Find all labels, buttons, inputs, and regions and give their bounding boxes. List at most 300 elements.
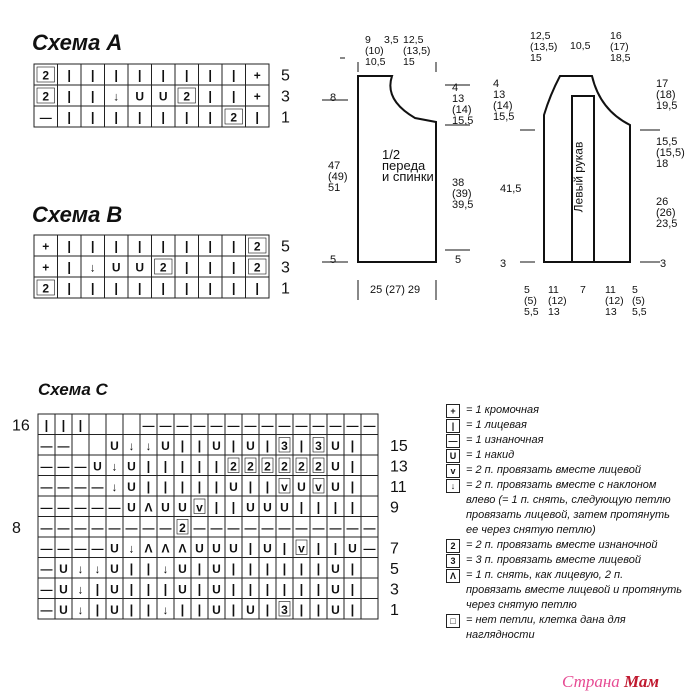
scheme-a-symbol: | <box>231 88 236 104</box>
scheme-c-symbol: — <box>57 520 70 535</box>
scheme-c-symbol: — <box>210 418 223 433</box>
legend-text: = 1 изнаночная <box>466 434 544 446</box>
legend-symbol: + <box>446 404 460 418</box>
scheme-c-symbol: U <box>127 500 136 515</box>
scheme-c-symbol: | <box>180 437 185 453</box>
scheme-c-symbol: U <box>127 459 136 474</box>
scheme-c-symbol: — <box>363 520 376 535</box>
scheme-c-symbol: Λ <box>144 500 153 515</box>
scheme-a-symbol: 2 <box>230 110 238 125</box>
sleeve-bottom: 5 <box>524 284 530 296</box>
scheme-b-symbol: | <box>114 238 119 254</box>
sleeve-bottom: 5,5 <box>524 306 539 318</box>
legend-symbol: U <box>446 449 460 463</box>
scheme-c-symbol: | <box>163 458 168 474</box>
scheme-a-symbol: + <box>253 68 261 83</box>
scheme-c-symbol: Λ <box>161 541 170 556</box>
scheme-c-symbol: — <box>244 520 257 535</box>
scheme-c-symbol: U <box>263 541 272 556</box>
scheme-c-symbol: — <box>278 520 291 535</box>
scheme-c-symbol: — <box>40 561 53 576</box>
fb-center-label: переда <box>382 158 426 173</box>
scheme-c-symbol: 2 <box>298 459 305 474</box>
scheme-c-symbol: — <box>74 479 87 494</box>
scheme-c-symbol: | <box>316 499 321 515</box>
scheme-c-symbol: — <box>193 520 206 535</box>
scheme-b-row-label: 5 <box>281 238 290 256</box>
scheme-a-symbol: | <box>67 67 72 83</box>
scheme-c-symbol: | <box>316 540 321 556</box>
scheme-c-symbol: — <box>312 418 325 433</box>
scheme-b-symbol: U <box>111 260 121 275</box>
scheme-c-symbol: | <box>350 560 355 576</box>
scheme-c-symbol: | <box>197 478 202 494</box>
fb-right-arm: 13 <box>452 93 465 105</box>
legend-text: ее через снятую петлю) <box>466 524 596 536</box>
scheme-c-symbol: — <box>40 500 53 515</box>
sleeve-center-label: Левый рукав <box>571 141 586 213</box>
scheme-a-symbol: | <box>161 67 166 83</box>
scheme-c-symbol: U <box>331 459 340 474</box>
scheme-c-row-label: 1 <box>390 601 399 619</box>
scheme-b-symbol: + <box>42 239 50 254</box>
scheme-c-symbol: | <box>299 499 304 515</box>
scheme-c-symbol: — <box>40 582 53 597</box>
scheme-c-symbol: | <box>231 560 236 576</box>
scheme-c-symbol: U <box>212 561 221 576</box>
scheme-c-symbol: — <box>227 418 240 433</box>
legend-symbol: 2 <box>446 539 460 553</box>
sleeve-right-upper: (18) <box>656 89 676 101</box>
scheme-b-symbol: | <box>184 238 189 254</box>
scheme-c-symbol: 2 <box>264 459 271 474</box>
scheme-c-symbol: | <box>146 581 151 597</box>
scheme-b-symbol: 2 <box>159 260 167 275</box>
scheme-c-symbol: | <box>333 540 338 556</box>
scheme-a-row-label: 3 <box>281 88 290 106</box>
scheme-c-symbol: U <box>263 500 272 515</box>
scheme-a-symbol: | <box>114 109 119 125</box>
sleeve-right-rib: 3 <box>660 258 667 270</box>
scheme-c-symbol: v <box>281 479 288 494</box>
scheme-c-symbol: — <box>261 520 274 535</box>
legend-text: = 3 п. провязать вместе лицевой <box>466 554 641 566</box>
scheme-a-symbol: | <box>161 109 166 125</box>
scheme-c-symbol: | <box>95 601 100 617</box>
scheme-c-symbol: | <box>316 581 321 597</box>
sleeve-bottom: 11 <box>548 284 559 296</box>
scheme-c-symbol: | <box>197 437 202 453</box>
scheme-a-symbol: | <box>184 109 189 125</box>
scheme-c-symbol: | <box>316 601 321 617</box>
scheme-a-symbol: | <box>67 88 72 104</box>
scheme-c-symbol: — <box>278 418 291 433</box>
sleeve-right-lower: (26) <box>656 207 676 219</box>
scheme-c-symbol: | <box>248 540 253 556</box>
scheme-c-symbol: — <box>40 541 53 556</box>
scheme-a-symbol: ↓ <box>113 89 120 104</box>
sleeve-bottom: (12) <box>548 295 567 307</box>
fb-right-height: (39) <box>452 188 472 200</box>
scheme-c-symbol: | <box>265 437 270 453</box>
scheme-c-symbol: — <box>74 459 87 474</box>
sleeve-bottom: 11 <box>605 284 616 296</box>
scheme-c-symbol: U <box>229 541 238 556</box>
scheme-c-symbol: — <box>176 418 189 433</box>
scheme-c-symbol: | <box>146 560 151 576</box>
scheme-c-symbol: — <box>142 418 155 433</box>
scheme-b-symbol: + <box>42 260 50 275</box>
scheme-b-symbol: U <box>135 260 145 275</box>
scheme-c-symbol: — <box>57 459 70 474</box>
scheme-c-symbol: | <box>231 601 236 617</box>
scheme-c-symbol: ↓ <box>145 438 152 453</box>
sleeve-top-left: (13,5) <box>530 41 558 53</box>
fb-left-height: 47 <box>328 160 341 172</box>
fb-top-right: (13,5) <box>403 45 431 57</box>
fb-top-right: 15 <box>403 56 415 68</box>
scheme-c-symbol: | <box>146 601 151 617</box>
scheme-c-row-label: 15 <box>390 437 408 455</box>
scheme-c-symbol: — <box>40 602 53 617</box>
legend-symbol: — <box>446 434 460 448</box>
scheme-c-symbol: — <box>108 520 121 535</box>
scheme-c-symbol: ↓ <box>162 602 169 617</box>
fb-right-height: 38 <box>452 177 465 189</box>
scheme-b-symbol: | <box>208 238 213 254</box>
scheme-c-symbol: — <box>363 541 376 556</box>
legend-text: через снятую петлю <box>466 599 577 611</box>
fb-top-mid: 3,5 <box>384 34 399 46</box>
scheme-c-symbol: — <box>295 520 308 535</box>
fb-top-left: 9 <box>365 34 371 46</box>
sleeve-right-upper: 17 <box>656 78 669 90</box>
scheme-c-symbol: U <box>110 541 119 556</box>
sleeve-left-top: (14) <box>493 100 513 112</box>
fb-right-arm: 15,5 <box>452 115 474 127</box>
scheme-c-symbol: | <box>350 601 355 617</box>
scheme-c-symbol: — <box>329 520 342 535</box>
scheme-c-symbol: — <box>91 520 104 535</box>
scheme-c-symbol: | <box>248 560 253 576</box>
scheme-b-symbol: | <box>184 280 189 296</box>
scheme-b-symbol: | <box>231 280 236 296</box>
legend-text: влево (= 1 п. снять, следующую петлю <box>466 494 671 506</box>
scheme-c-symbol: ↓ <box>111 459 118 474</box>
fb-top-left: (10) <box>365 45 384 57</box>
scheme-c-symbol: | <box>299 581 304 597</box>
scheme-a-symbol: U <box>158 89 168 104</box>
scheme-a-symbol: | <box>208 109 213 125</box>
scheme-c-row-label: 13 <box>390 458 408 476</box>
scheme-c-symbol: U <box>331 479 340 494</box>
legend-symbol: □ <box>446 614 460 628</box>
scheme-c-symbol: | <box>78 417 83 433</box>
scheme-c-symbol: U <box>348 541 357 556</box>
scheme-c-symbol: U <box>229 479 238 494</box>
sleeve-top-mid: 10,5 <box>570 40 591 52</box>
fb-center-label: 1/2 <box>382 147 401 162</box>
scheme-c-symbol: — <box>74 500 87 515</box>
scheme-c-symbol: v <box>196 500 203 515</box>
scheme-c-symbol: — <box>210 520 223 535</box>
legend-symbol: 3 <box>446 554 460 568</box>
scheme-b-symbol: | <box>255 280 260 296</box>
scheme-c-symbol: | <box>299 560 304 576</box>
scheme-c-symbol: 2 <box>315 459 322 474</box>
scheme-a-symbol: | <box>90 88 95 104</box>
scheme-c-symbol: — <box>74 520 87 535</box>
scheme-a-symbol: | <box>208 67 213 83</box>
scheme-c-symbol: — <box>227 520 240 535</box>
scheme-c-symbol: U <box>59 561 68 576</box>
scheme-c-symbol: | <box>231 581 236 597</box>
sleeve-left-rib: 3 <box>500 258 507 270</box>
scheme-b-row-label: 3 <box>281 259 290 277</box>
legend-text: = 1 п. снять, как лицевую, 2 п. <box>466 569 624 581</box>
scheme-c-symbol: | <box>231 499 236 515</box>
scheme-c-symbol: | <box>248 581 253 597</box>
scheme-c-row-label: 5 <box>390 560 399 578</box>
scheme-c-symbol: — <box>125 520 138 535</box>
sleeve-top-left: 15 <box>530 52 542 64</box>
sleeve-left-top: 13 <box>493 89 506 101</box>
sleeve-top-right: 18,5 <box>610 52 631 64</box>
scheme-c-symbol: | <box>299 437 304 453</box>
scheme-c-symbol: | <box>163 478 168 494</box>
scheme-c-symbol: | <box>333 499 338 515</box>
sleeve-bottom: 5 <box>632 284 638 296</box>
scheme-c-symbol: | <box>265 560 270 576</box>
scheme-c-symbol: U <box>110 438 119 453</box>
scheme-c-symbol: 3 <box>315 438 322 453</box>
scheme-c-symbol: — <box>329 418 342 433</box>
sleeve-left-top: 15,5 <box>493 111 515 123</box>
scheme-b-symbol: | <box>137 238 142 254</box>
scheme-c-symbol: U <box>178 582 187 597</box>
scheme-a-title: Схема А <box>32 30 123 55</box>
scheme-c-symbol: — <box>40 459 53 474</box>
legend-text: = нет петли, клетка дана для <box>466 614 626 626</box>
scheme-c-symbol: | <box>350 499 355 515</box>
scheme-c-symbol: — <box>40 520 53 535</box>
scheme-c-symbol: 2 <box>247 459 254 474</box>
legend-symbol: v <box>446 464 460 478</box>
sleeve-bottom: 13 <box>548 306 560 318</box>
scheme-c-symbol: | <box>265 478 270 494</box>
scheme-c-row-label-left: 16 <box>12 417 30 435</box>
scheme-a-symbol: U <box>135 89 145 104</box>
scheme-b-row-label: 1 <box>281 280 290 298</box>
scheme-c-symbol: v <box>315 479 322 494</box>
scheme-c-row-label: 3 <box>390 581 399 599</box>
scheme-c-symbol: — <box>74 541 87 556</box>
sleeve-bottom: (5) <box>524 295 537 307</box>
scheme-a-row-label: 1 <box>281 109 290 127</box>
scheme-a-symbol: + <box>253 89 261 104</box>
legend-text: = 2 п. провязать вместе изнаночной <box>466 539 658 551</box>
scheme-c-symbol: U <box>161 500 170 515</box>
scheme-c-symbol: — <box>159 418 172 433</box>
scheme-a-symbol: | <box>137 67 142 83</box>
scheme-b-symbol: | <box>184 259 189 275</box>
fb-right-height: 39,5 <box>452 199 474 211</box>
scheme-a-symbol: | <box>208 88 213 104</box>
scheme-c-symbol: | <box>44 417 49 433</box>
scheme-c-symbol: | <box>129 560 134 576</box>
scheme-c-symbol: ↓ <box>94 561 101 576</box>
scheme-c-symbol: | <box>265 601 270 617</box>
scheme-c-symbol: | <box>197 581 202 597</box>
sleeve-bottom: 13 <box>605 306 617 318</box>
scheme-c-symbol: U <box>212 602 221 617</box>
scheme-c-symbol: U <box>110 561 119 576</box>
sleeve-top-right: (17) <box>610 41 629 53</box>
scheme-c-symbol: U <box>246 602 255 617</box>
scheme-c-symbol: ↓ <box>77 582 84 597</box>
scheme-c-symbol: U <box>59 602 68 617</box>
fb-top-left: 10,5 <box>365 56 386 68</box>
scheme-c-symbol: ↓ <box>77 602 84 617</box>
scheme-c-symbol: | <box>316 560 321 576</box>
scheme-c-symbol: | <box>61 417 66 433</box>
scheme-b-symbol: | <box>231 238 236 254</box>
sleeve-bottom: 5,5 <box>632 306 647 318</box>
scheme-c-symbol: — <box>295 418 308 433</box>
scheme-a-symbol: | <box>114 67 119 83</box>
scheme-c-symbol: U <box>110 582 119 597</box>
scheme-b-symbol: | <box>114 280 119 296</box>
scheme-c-symbol: — <box>142 520 155 535</box>
scheme-a-symbol: | <box>137 109 142 125</box>
scheme-b-symbol: | <box>90 280 95 296</box>
scheme-c-symbol: — <box>244 418 257 433</box>
scheme-c-symbol: — <box>261 418 274 433</box>
sleeve-right-lower: 23,5 <box>656 218 678 230</box>
scheme-c-symbol: | <box>350 478 355 494</box>
scheme-c-symbol: — <box>57 500 70 515</box>
scheme-c-symbol: | <box>248 478 253 494</box>
scheme-c-symbol: ↓ <box>111 479 118 494</box>
fb-left-shoulder: 8 <box>330 92 337 104</box>
scheme-c-symbol: 2 <box>179 520 186 535</box>
scheme-c-symbol: — <box>40 438 53 453</box>
scheme-b-symbol: | <box>67 238 72 254</box>
scheme-a-symbol: | <box>90 109 95 125</box>
scheme-c-symbol: U <box>59 582 68 597</box>
scheme-a-symbol: | <box>255 109 260 125</box>
scheme-c-symbol: — <box>159 520 172 535</box>
fb-left-height: (49) <box>328 171 348 183</box>
scheme-c-symbol: | <box>350 437 355 453</box>
scheme-a-symbol: 2 <box>42 68 50 83</box>
legend-text: = 2 п. провязать вместе лицевой <box>466 464 641 476</box>
scheme-c-symbol: U <box>246 500 255 515</box>
scheme-c-symbol: U <box>161 438 170 453</box>
fb-left-rib: 5 <box>330 254 337 266</box>
scheme-c-symbol: | <box>197 601 202 617</box>
scheme-b-symbol: | <box>67 280 72 296</box>
scheme-b-title: Схема В <box>32 202 123 227</box>
scheme-c-symbol: ↓ <box>128 438 135 453</box>
scheme-c-symbol: Λ <box>178 541 187 556</box>
scheme-c-symbol: ↓ <box>77 561 84 576</box>
sleeve-right-mid: 15,5 <box>656 136 678 148</box>
scheme-a-symbol: | <box>231 67 236 83</box>
scheme-c-symbol: U <box>127 479 136 494</box>
sleeve-right-mid: 18 <box>656 158 669 170</box>
scheme-c-row-label-left: 8 <box>12 519 21 537</box>
scheme-c-symbol: | <box>129 581 134 597</box>
scheme-c-symbol: ↓ <box>128 541 135 556</box>
scheme-c-symbol: 3 <box>281 602 288 617</box>
scheme-a-symbol: | <box>90 67 95 83</box>
scheme-c-symbol: | <box>129 601 134 617</box>
scheme-c-symbol: — <box>363 418 376 433</box>
scheme-c-symbol: U <box>280 500 289 515</box>
scheme-c-symbol: 3 <box>281 438 288 453</box>
scheme-c-symbol: | <box>180 601 185 617</box>
scheme-c-symbol: — <box>57 541 70 556</box>
scheme-c-symbol: | <box>282 560 287 576</box>
scheme-c-symbol: | <box>146 458 151 474</box>
scheme-c-symbol: Λ <box>144 541 153 556</box>
scheme-a-symbol: 2 <box>183 89 191 104</box>
scheme-c-symbol: — <box>346 418 359 433</box>
scheme-c-symbol: U <box>212 582 221 597</box>
scheme-b-symbol: | <box>161 238 166 254</box>
scheme-b-symbol: | <box>90 238 95 254</box>
scheme-c-symbol: | <box>214 478 219 494</box>
scheme-c-symbol: | <box>180 478 185 494</box>
sleeve-top-left: 12,5 <box>530 30 551 42</box>
scheme-c-symbol: | <box>146 478 151 494</box>
scheme-c-symbol: ↓ <box>162 561 169 576</box>
scheme-b-symbol: | <box>208 259 213 275</box>
scheme-c-symbol: U <box>93 459 102 474</box>
scheme-c-symbol: — <box>312 520 325 535</box>
scheme-a-symbol: | <box>67 109 72 125</box>
scheme-c-symbol: | <box>350 581 355 597</box>
scheme-c-symbol: U <box>195 541 204 556</box>
sleeve-bottom: (5) <box>632 295 645 307</box>
scheme-c-row-label: 7 <box>390 540 399 558</box>
legend-text: = 1 лицевая <box>466 419 527 431</box>
scheme-c-symbol: U <box>331 438 340 453</box>
scheme-c-symbol: U <box>331 582 340 597</box>
legend-symbol: Λ <box>446 569 460 583</box>
scheme-c-symbol: — <box>57 438 70 453</box>
scheme-c-symbol: — <box>193 418 206 433</box>
scheme-c-symbol: | <box>282 540 287 556</box>
sleeve-bottom: 7 <box>580 284 586 296</box>
legend-text: = 1 кромочная <box>466 404 539 416</box>
fb-bottom-width: 25 (27) 29 <box>370 284 421 296</box>
scheme-b-symbol: | <box>208 280 213 296</box>
scheme-a-symbol: 2 <box>42 89 50 104</box>
legend-symbol: | <box>446 419 460 433</box>
scheme-c-symbol: | <box>214 499 219 515</box>
fb-right-arm: (14) <box>452 104 472 116</box>
sleeve-right-upper: 19,5 <box>656 100 678 112</box>
legend-text: провязать вместе лицевой и протянуть <box>466 584 683 596</box>
scheme-c-symbol: U <box>331 561 340 576</box>
scheme-c-symbol: | <box>299 601 304 617</box>
scheme-c-symbol: | <box>95 581 100 597</box>
scheme-a-symbol: — <box>39 110 52 125</box>
scheme-b-symbol: | <box>67 259 72 275</box>
scheme-c-symbol: — <box>346 520 359 535</box>
